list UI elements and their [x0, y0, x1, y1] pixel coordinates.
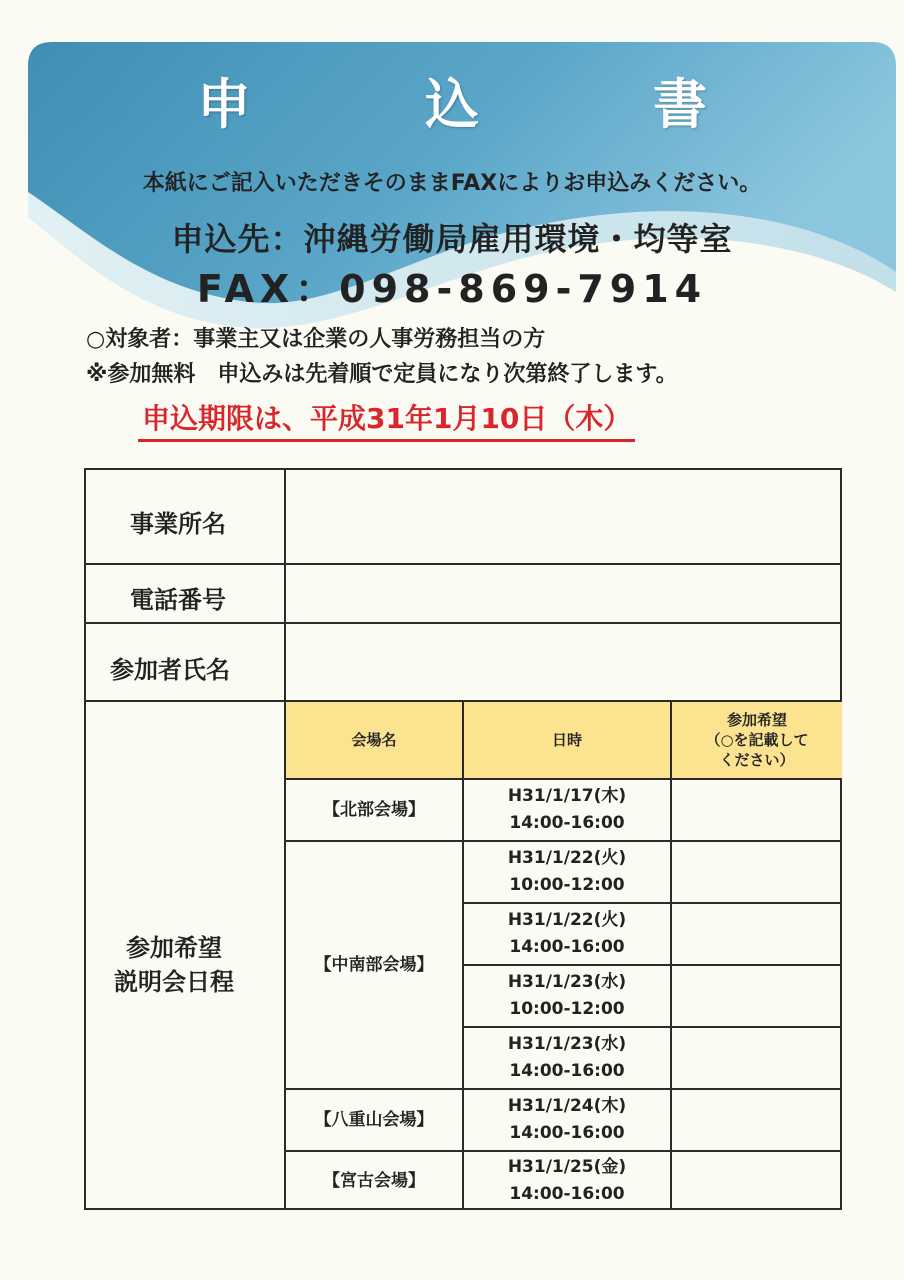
office-name-field[interactable] — [286, 470, 842, 563]
session-datetime: H31/1/22(火) 14:00-16:00 — [507, 910, 627, 957]
intro-text: 本紙にご記入いただきそのままFAXによりお申込みください。 — [142, 171, 762, 196]
datetime-header: 日時 — [464, 702, 670, 778]
participant-name-label: 参加者氏名 — [110, 656, 230, 684]
venue-yaeyama: 【八重山会場】 — [314, 1109, 434, 1130]
wish-cell[interactable] — [672, 1152, 842, 1210]
session-datetime: H31/1/24(木) 14:00-16:00 — [507, 1096, 627, 1143]
phone-label: 電話番号 — [130, 586, 226, 614]
venue-header: 会場名 — [286, 702, 462, 778]
page-title: 申 込 書 — [197, 72, 767, 136]
venue-miyako: 【宮古会場】 — [323, 1170, 425, 1191]
venue-central-south: 【中南部会場】 — [314, 954, 434, 975]
session-datetime: H31/1/23(水) 10:00-12:00 — [507, 972, 627, 1019]
wish-cell[interactable] — [672, 966, 842, 1026]
wish-cell[interactable] — [672, 904, 842, 964]
free-note: ※参加無料 申込みは先着順で定員になり次第終了します。 — [86, 362, 678, 387]
session-datetime: H31/1/25(金) 14:00-16:00 — [507, 1157, 627, 1204]
wish-cell[interactable] — [672, 780, 842, 840]
fax-number: FAX：098-869-7914 — [196, 267, 708, 311]
application-form — [84, 468, 842, 1210]
session-datetime: H31/1/17(木) 14:00-16:00 — [507, 786, 627, 833]
deadline-text: 申込期限は、平成31年1月10日（木） — [138, 397, 635, 442]
wish-header: 参加希望 （○を記載して ください） — [672, 702, 842, 778]
schedule-label-line1: 参加希望 — [126, 934, 222, 962]
phone-field[interactable] — [286, 565, 842, 622]
schedule-label-line2: 説明会日程 — [114, 968, 234, 996]
destination-text: 申込先：沖縄労働局雇用環境・均等室 — [171, 220, 733, 258]
session-datetime: H31/1/23(水) 14:00-16:00 — [507, 1034, 627, 1081]
venue-north: 【北部会場】 — [323, 799, 425, 820]
wish-cell[interactable] — [672, 842, 842, 902]
session-datetime: H31/1/22(火) 10:00-12:00 — [507, 848, 627, 895]
wish-cell[interactable] — [672, 1028, 842, 1088]
target-note: ○対象者：事業主又は企業の人事労務担当の方 — [86, 327, 546, 352]
participant-name-field[interactable] — [286, 624, 842, 700]
wish-cell[interactable] — [672, 1090, 842, 1150]
office-name-label: 事業所名 — [130, 510, 226, 538]
